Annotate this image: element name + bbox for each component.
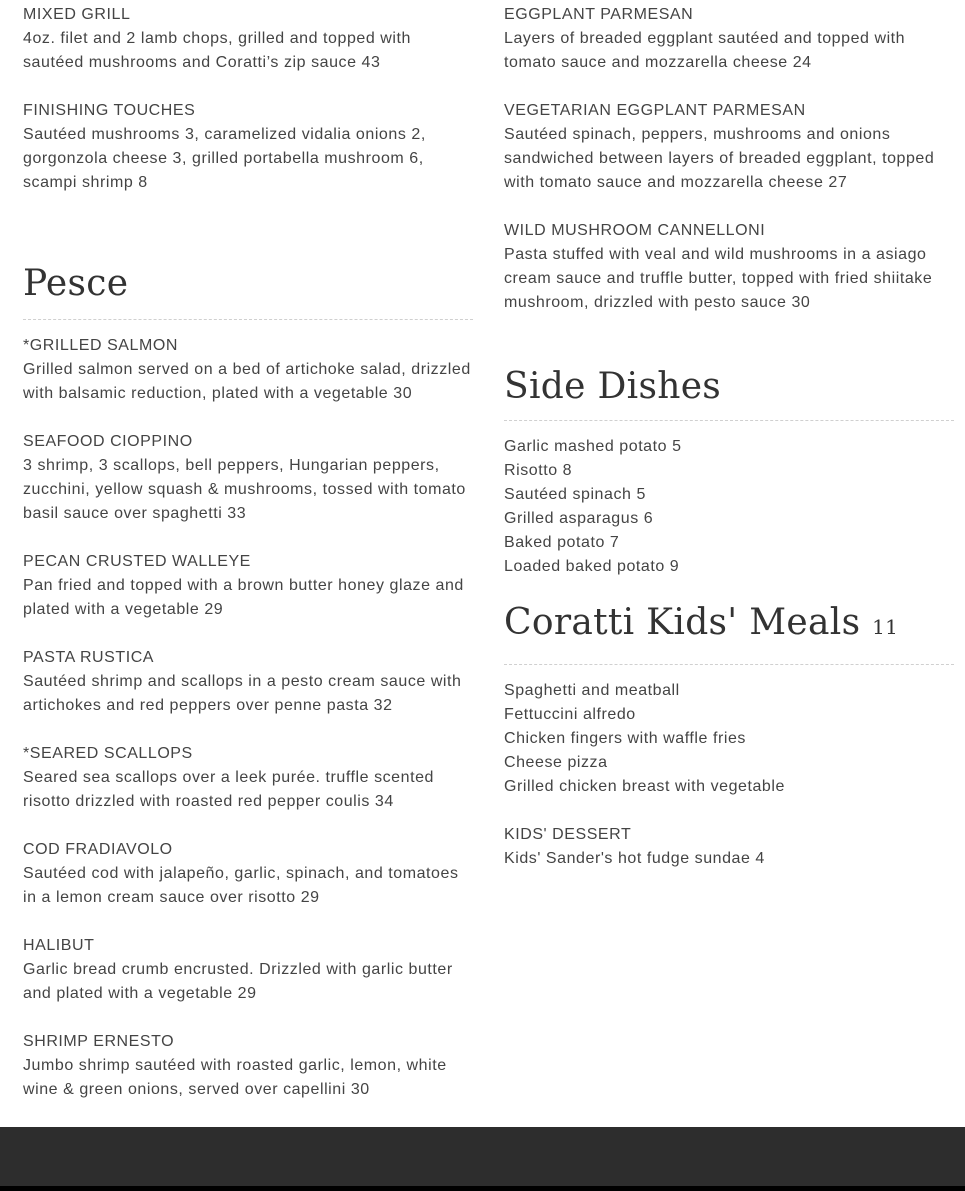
list-item: Baked potato 7 <box>504 534 620 551</box>
menu-item <box>504 3 956 75</box>
list-item: Loaded baked potato 9 <box>504 558 680 575</box>
kids-list <box>504 679 956 895</box>
footer <box>0 1127 965 1186</box>
item-description: Sautéed cod with jalapeño, garlic, spinach, and tomatoes in a lemon cream sauce over risotto 29 <box>23 865 459 906</box>
item-name: SHRIMP ERNESTO <box>23 1033 175 1050</box>
item-name: HALIBUT <box>23 937 95 954</box>
item-name: MIXED GRILL <box>23 6 131 23</box>
menu-item <box>23 3 475 75</box>
item-description: Pan fried and topped with a brown butter honey glaze and plated with a vegetable 29 <box>23 577 464 618</box>
item-description: Jumbo shrimp sautéed with roasted garlic, lemon, white wine & green onions, served over capellini 30 <box>23 1057 447 1098</box>
menu-item <box>23 99 475 195</box>
right-top-items <box>504 3 956 339</box>
list-item: Garlic mashed potato 5 <box>504 438 682 455</box>
item-name: PECAN CRUSTED WALLEYE <box>23 553 251 570</box>
divider <box>504 664 954 665</box>
item-name: SEAFOOD CIOPPINO <box>23 433 193 450</box>
item-description: Sautéed spinach, peppers, mushrooms and onions sandwiched between layers of breaded eggplant, topped with tomato sauce and mozzarella cheese 27 <box>504 126 935 191</box>
menu-item <box>23 430 475 526</box>
item-name: FINISHING TOUCHES <box>23 102 196 119</box>
item-description: Kids' Sander's hot fudge sundae 4 <box>504 850 765 867</box>
item-description: Garlic bread crumb encrusted. Drizzled with garlic butter and plated with a vegetable 29 <box>23 961 453 1002</box>
item-description: Seared sea scallops over a leek purée. truffle scented risotto drizzled with roasted red pepper coulis 34 <box>23 769 434 810</box>
list-item: Spaghetti and meatball <box>504 682 680 699</box>
menu-item <box>504 219 956 315</box>
item-name: *SEARED SCALLOPS <box>23 745 193 762</box>
menu-item <box>23 1030 475 1102</box>
menu-item <box>23 838 475 910</box>
item-name: PASTA RUSTICA <box>23 649 155 666</box>
item-description: Sautéed mushrooms 3, caramelized vidalia onions 2, gorgonzola cheese 3, grilled portabella mushroom 6, scampi shrimp 8 <box>23 126 426 191</box>
divider <box>504 420 954 421</box>
list-item: Risotto 8 <box>504 462 573 479</box>
item-name: *GRILLED SALMON <box>23 337 178 354</box>
item-description: 3 shrimp, 3 scallops, bell peppers, Hungarian peppers, zucchini, yellow squash & mushrooms, tossed with tomato basil sauce over spaghetti 33 <box>23 457 466 522</box>
kids-title: Coratti Kids' Meals <box>504 602 861 643</box>
list-item: Grilled chicken breast with vegetable <box>504 778 785 795</box>
item-name: EGGPLANT PARMESAN <box>504 6 694 23</box>
menu-item <box>23 742 475 814</box>
pesce-items <box>23 334 475 1126</box>
menu-item <box>23 646 475 718</box>
item-description: Layers of breaded eggplant sautéed and topped with tomato sauce and mozzarella cheese 24 <box>504 30 906 71</box>
footer-bottom-bar <box>0 1186 965 1191</box>
list-item: Grilled asparagus 6 <box>504 510 654 527</box>
menu-item <box>23 550 475 622</box>
menu-item <box>504 99 956 195</box>
menu-item <box>504 823 956 871</box>
section-title-side-dishes: Side Dishes <box>504 366 722 407</box>
item-description: Grilled salmon served on a bed of artichoke salad, drizzled with balsamic reduction, plated with a vegetable 30 <box>23 361 471 402</box>
item-name: COD FRADIAVOLO <box>23 841 173 858</box>
item-name: WILD MUSHROOM CANNELLONI <box>504 222 766 239</box>
kids-price: 11 <box>872 615 899 639</box>
kids-meals <box>504 679 956 799</box>
section-title-kids <box>504 598 898 652</box>
list-item: Cheese pizza <box>504 754 608 771</box>
item-description: 4oz. filet and 2 lamb chops, grilled and topped with sautéed mushrooms and Coratti’s zip sauce 43 <box>23 30 411 71</box>
list-item: Sautéed spinach 5 <box>504 486 646 503</box>
list-item: Chicken fingers with waffle fries <box>504 730 746 747</box>
item-description: Pasta stuffed with veal and wild mushrooms in a asiago cream sauce and truffle butter, topped with fried shiitake mushroom, drizzled with pesto sauce 30 <box>504 246 933 311</box>
item-description: Sautéed shrimp and scallops in a pesto cream sauce with artichokes and red peppers over penne pasta 32 <box>23 673 462 714</box>
menu-item <box>23 334 475 406</box>
menu-item <box>23 934 475 1006</box>
item-name: VEGETARIAN EGGPLANT PARMESAN <box>504 102 806 119</box>
divider <box>23 319 473 320</box>
side-dishes-list <box>504 435 956 579</box>
section-title-pesce: Pesce <box>23 263 129 304</box>
list-item: Fettuccini alfredo <box>504 706 636 723</box>
item-name: KIDS' DESSERT <box>504 826 632 843</box>
left-top-items <box>23 3 475 219</box>
